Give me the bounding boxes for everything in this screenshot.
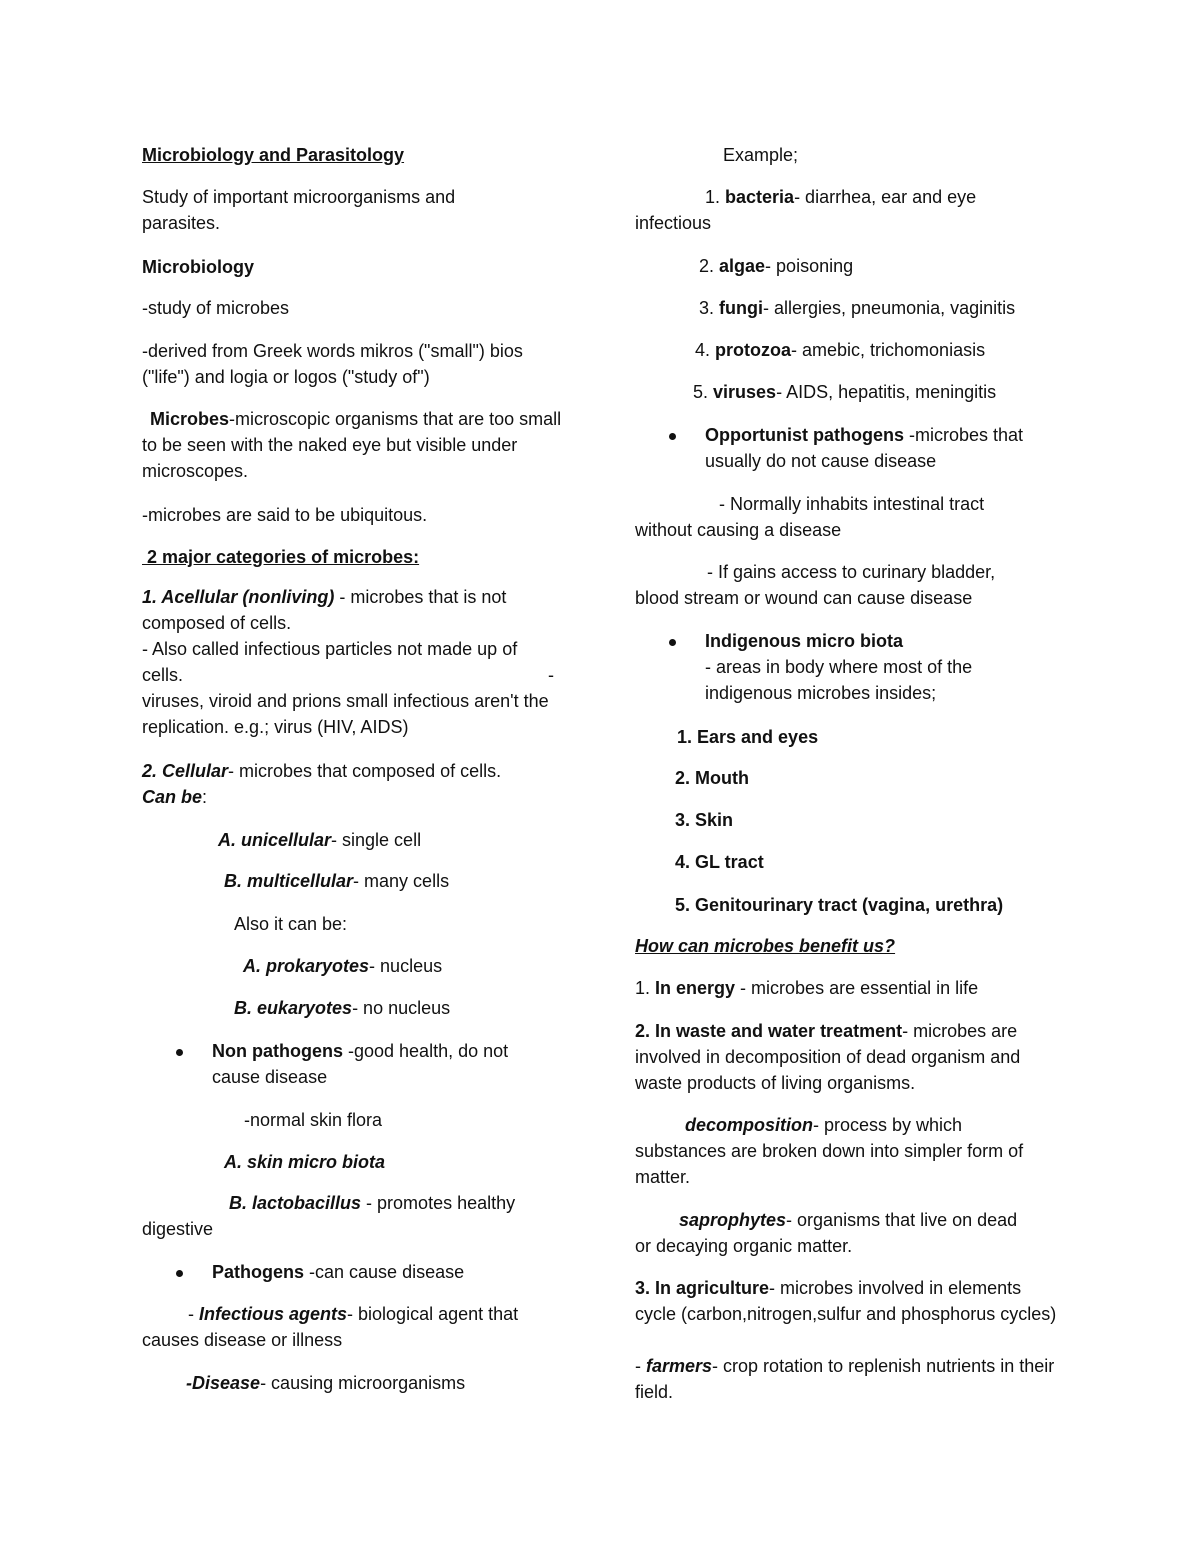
example-4-term: protozoa xyxy=(715,340,792,360)
opportunist-term: Opportunist pathogens xyxy=(705,425,909,445)
cellular-item xyxy=(142,758,501,784)
eukaryotes-def: - no nucleus xyxy=(352,998,451,1018)
acellular-def: - microbes that is not composed of cells. xyxy=(142,587,507,633)
bullet-icon xyxy=(176,1049,183,1056)
example-2-def: - poisoning xyxy=(765,256,854,276)
acellular-line2: - Also called infectious particles not made up of cells. xyxy=(142,639,518,685)
unicellular-def: - single cell xyxy=(331,830,422,850)
example-2-term: algae xyxy=(719,256,766,276)
multicellular-def: - many cells xyxy=(353,871,450,891)
farmers-item: - farmers- crop rotation to replenish nutrients in their field. xyxy=(635,1356,1055,1402)
cellular-def: - microbes that composed of cells. xyxy=(228,761,502,781)
saprophytes-def: - organisms that live on dead xyxy=(786,1210,1018,1230)
infectious-agents-term: Infectious agents xyxy=(199,1304,348,1324)
infectious-agents-def: - biological agent that xyxy=(347,1304,519,1324)
bullet-icon xyxy=(669,433,676,440)
disease-def: - causing microorganisms xyxy=(260,1373,466,1393)
non-pathogens-bullet xyxy=(212,1038,552,1090)
acellular-dash: - xyxy=(548,665,554,685)
example-2: 2. algae- poisoning xyxy=(699,256,854,276)
site-1: 1. Ears and eyes xyxy=(677,727,819,747)
decomposition-def: - process by which xyxy=(813,1115,963,1135)
benefit-1: 1. In energy - microbes are essential in life xyxy=(635,978,979,998)
benefit-3-term: 3. In agriculture xyxy=(635,1278,770,1298)
saprophytes-term: saprophytes xyxy=(679,1210,787,1230)
multicellular-term: B. multicellular xyxy=(224,871,354,891)
microbes-term: Microbes xyxy=(150,409,230,429)
pathogens-term: Pathogens xyxy=(212,1262,305,1282)
saprophytes-cont: or decaying organic matter. xyxy=(635,1236,853,1256)
lactobacillus-item xyxy=(229,1190,515,1216)
prokaryotes-item xyxy=(243,953,442,979)
indigenous-term: Indigenous micro biota xyxy=(705,631,904,651)
disease-term: -Disease xyxy=(186,1373,261,1393)
example-5: 5. viruses- AIDS, hepatitis, meningitis xyxy=(693,382,997,402)
benefit-3-def: - microbes involved in elements cycle (carbon,nitrogen,sulfur and phosphorus cycles) xyxy=(635,1278,1057,1324)
cellular-term: 2. Cellular xyxy=(142,761,229,781)
acellular-term: 1. Acellular (nonliving) xyxy=(142,587,335,607)
example-4-def: - amebic, trichomoniasis xyxy=(791,340,986,360)
if-gains-access: - If gains access to curinary bladder, xyxy=(707,562,996,582)
also-can-be: Also it can be: xyxy=(234,914,348,934)
prokaryotes-def: - nucleus xyxy=(369,956,443,976)
microbes-definition xyxy=(142,406,567,484)
if-gains-access-cont: blood stream or wound can cause disease xyxy=(635,588,973,608)
unicellular-term: A. unicellular xyxy=(218,830,332,850)
microbiology-heading: Microbiology xyxy=(142,257,254,277)
digestive-text: digestive xyxy=(142,1219,214,1239)
example-5-term: viruses xyxy=(713,382,777,402)
unicellular-item xyxy=(218,827,421,853)
derived-text: -derived from Greek words mikros ("small") bios ("life") and logia or logos ("study of") xyxy=(142,341,523,387)
site-3: 3. Skin xyxy=(675,810,734,830)
farmers-def: - crop rotation to replenish nutrients in their field. xyxy=(635,1356,1055,1402)
site-5: 5. Genitourinary tract (vagina, urethra) xyxy=(675,895,1004,915)
categories-heading: 2 major categories of microbes: xyxy=(142,547,420,567)
example-1-term: bacteria xyxy=(725,187,795,207)
example-label: Example; xyxy=(723,145,799,165)
example-3: 3. fungi- allergies, pneumonia, vaginitis xyxy=(699,298,1016,318)
example-3-term: fungi xyxy=(719,298,763,318)
non-pathogens-term: Non pathogens xyxy=(212,1041,348,1061)
ubiquitous-text: -microbes are said to be ubiquitous. xyxy=(142,505,428,525)
example-3-def: - allergies, pneumonia, vaginitis xyxy=(763,298,1016,318)
example-5-def: - AIDS, hepatitis, meningitis xyxy=(776,382,997,402)
non-pathogens-def: -good health, do not cause disease xyxy=(212,1041,509,1087)
opportunist-bullet xyxy=(705,422,1065,474)
normally-inhabits: - Normally inhabits intestinal tract xyxy=(719,494,985,514)
subtitle: Study of important microorganisms and parasites. xyxy=(142,187,456,233)
normal-skin-flora: -normal skin flora xyxy=(244,1110,383,1130)
benefit-3 xyxy=(635,1275,1065,1327)
indigenous-bullet xyxy=(705,628,1045,706)
benefit-1-def: - microbes are essential in life xyxy=(735,978,979,998)
skin-micro-biota: A. skin micro biota xyxy=(224,1152,386,1172)
benefit-1-term: In energy xyxy=(655,978,736,998)
lactobacillus-term: B. lactobacillus xyxy=(229,1193,362,1213)
acellular-item xyxy=(142,584,542,636)
benefit-2-term: 2. In waste and water treatment xyxy=(635,1021,903,1041)
document-title: Microbiology and Parasitology xyxy=(142,145,405,165)
benefit-2 xyxy=(635,1018,1060,1096)
indigenous-def: - areas in body where most of the indigenous microbes insides; xyxy=(705,657,973,703)
bullet-icon xyxy=(176,1270,183,1277)
normally-inhabits-cont: without causing a disease xyxy=(635,520,842,540)
example-4: 4. protozoa- amebic, trichomoniasis xyxy=(695,340,986,360)
eukaryotes-item xyxy=(234,995,450,1021)
prokaryotes-term: A. prokaryotes xyxy=(243,956,370,976)
pathogens-bullet xyxy=(212,1259,552,1285)
site-4: 4. GL tract xyxy=(675,852,764,872)
decomposition-term: decomposition xyxy=(685,1115,814,1135)
example-1: 1. bacteria- diarrhea, ear and eye xyxy=(705,187,977,207)
multicellular-item xyxy=(224,868,449,894)
example-1-def: - diarrhea, ear and eye xyxy=(794,187,977,207)
lactobacillus-def: - promotes healthy xyxy=(361,1193,516,1213)
disease-item xyxy=(186,1370,465,1396)
infectious-agents-item: - Infectious agents- biological agent that xyxy=(188,1304,519,1324)
farmers-term: farmers xyxy=(646,1356,713,1376)
acellular-line3: viruses, viroid and prions small infectious aren't the replication. e.g.; virus (HIV, AIDS) xyxy=(142,691,549,737)
pathogens-def: -can cause disease xyxy=(304,1262,465,1282)
eukaryotes-term: B. eukaryotes xyxy=(234,998,353,1018)
saprophytes-item xyxy=(679,1207,1017,1233)
benefit-heading: How can microbes benefit us? xyxy=(635,936,896,956)
example-1-cont: infectious xyxy=(635,213,712,233)
bullet-icon xyxy=(669,639,676,646)
benefit-2-def: - microbes are involved in decomposition of dead organism and waste products of living organisms. xyxy=(635,1021,1021,1093)
infectious-agents-cont: causes disease or illness xyxy=(142,1330,343,1350)
opportunist-def: -microbes that usually do not cause disease xyxy=(705,425,1024,471)
microbes-def: -microscopic organisms that are too small to be seen with the naked eye but visible under microscopes. xyxy=(142,409,562,481)
can-be-label: Can be: xyxy=(142,787,208,807)
study-of-microbes: -study of microbes xyxy=(142,298,290,318)
site-2: 2. Mouth xyxy=(675,768,749,788)
decomposition-cont: substances are broken down into simpler form of matter. xyxy=(635,1141,1024,1187)
decomposition-item xyxy=(685,1112,962,1138)
